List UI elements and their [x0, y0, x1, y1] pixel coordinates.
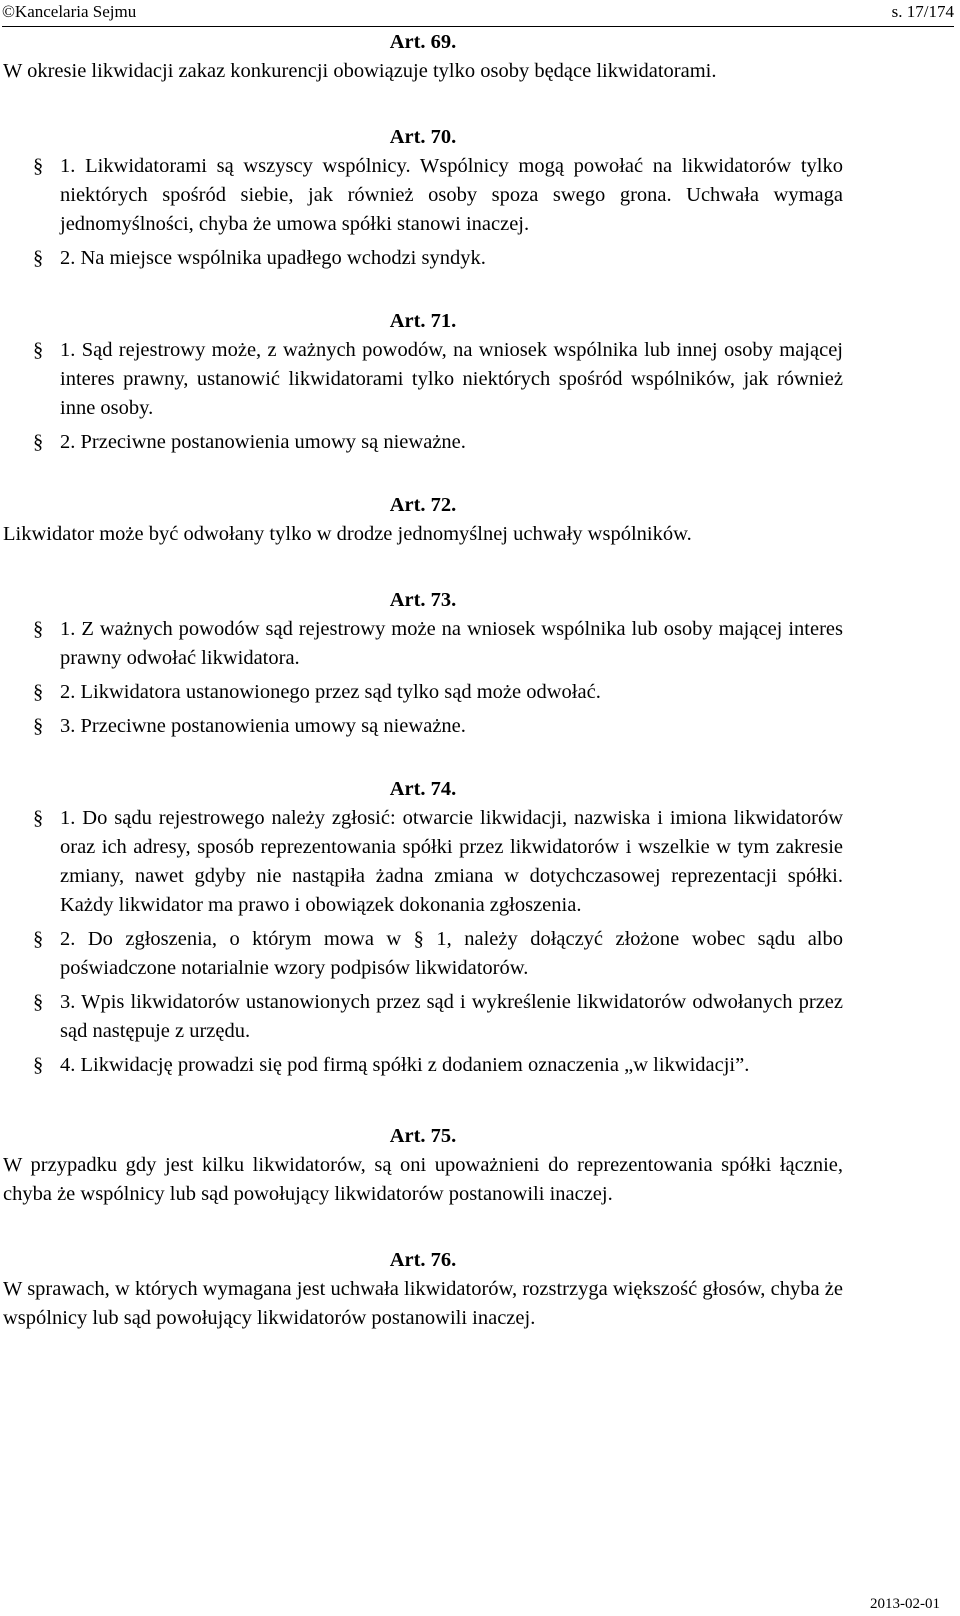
paragraph-text: 1. Z ważnych powodów sąd rejestrowy może na wniosek wspólnika lub osoby mającej interes prawny odwołać likwidatora. [60, 618, 843, 669]
paragraph [3, 712, 843, 741]
article-69 [3, 28, 843, 86]
article-text: Likwidator może być odwołany tylko w drodze jednomyślnej uchwały wspólników. [3, 523, 692, 545]
article-72 [3, 491, 843, 549]
paragraph-text: 4. Likwidację prowadzi się pod firmą spółki z dodaniem oznaczenia „w likwidacji”. [60, 1054, 750, 1076]
article-title: Art. 72. [389, 494, 457, 516]
section-symbol: § [33, 1054, 44, 1076]
paragraph-text: 1. Sąd rejestrowy może, z ważnych powodów, na wniosek wspólnika lub innej osoby mającej interes prawny, ustanowić likwidatorami tylko niektórych spośród wspólników, jak również inne osoby. [60, 339, 843, 419]
section-symbol: § [33, 715, 44, 737]
paragraph [3, 988, 843, 1046]
paragraph-text: 2. Przeciwne postanowienia umowy są nieważne. [60, 431, 466, 453]
copyright-label: ©Kancelaria Sejmu [2, 2, 137, 21]
section-symbol: § [33, 431, 44, 453]
paragraph [3, 925, 843, 983]
article-74 [3, 775, 843, 1080]
article-title: Art. 69. [389, 31, 457, 53]
paragraph [3, 804, 843, 920]
article-75 [3, 1122, 843, 1209]
page-number: s. 17/174 [891, 2, 954, 21]
paragraph [3, 1051, 843, 1080]
paragraph-text: 3. Przeciwne postanowienia umowy są nieważne. [60, 715, 466, 737]
article-title: Art. 74. [389, 778, 457, 800]
paragraph [3, 428, 843, 457]
article-text: W sprawach, w których wymagana jest uchwała likwidatorów, rozstrzyga większość głosów, chyba że wspólnicy lub sąd powołujący likwidatorów postanowili inaczej. [3, 1278, 843, 1329]
article-text: W przypadku gdy jest kilku likwidatorów, są oni upoważnieni do reprezentowania spółki łącznie, chyba że wspólnicy lub sąd powołujący likwidatorów postanowili inaczej. [3, 1154, 843, 1205]
document-body [3, 28, 843, 1333]
page-footer-date: 2013-02-01 [870, 1596, 940, 1612]
paragraph-text: 3. Wpis likwidatorów ustanowionych przez sąd i wykreślenie likwidatorów odwołanych przez sąd następuje z urzędu. [60, 991, 843, 1042]
paragraph [3, 244, 843, 273]
paragraph-text: 1. Likwidatorami są wszyscy wspólnicy. Wspólnicy mogą powołać na likwidatorów tylko niektórych spośród siebie, jak również osoby spoza swego grona. Uchwała wymaga jednomyślności, chyba że umowa spółki stanowi inaczej. [60, 155, 843, 235]
section-symbol: § [33, 681, 44, 703]
section-symbol: § [33, 155, 44, 177]
section-symbol: § [33, 928, 44, 950]
paragraph-text: 1. Do sądu rejestrowego należy zgłosić: otwarcie likwidacji, nazwiska i imiona likwidatorów oraz ich adresy, sposób reprezentowania spółki przez likwidatorów i wszelkie w tym zakresie zmiany, nawet gdyby nie nastąpiła żadna zmiana w dotychczasowej reprezentacji spółki. Każdy likwidator ma prawo i obowiązek dokonania zgłoszenia. [60, 807, 843, 916]
article-title: Art. 70. [389, 126, 457, 148]
article-70 [3, 123, 843, 273]
article-76 [3, 1246, 843, 1333]
article-title: Art. 75. [389, 1125, 457, 1147]
paragraph-text: 2. Do zgłoszenia, o którym mowa w § 1, należy dołączyć złożone wobec sądu albo poświadczone notarialnie wzory podpisów likwidatorów. [60, 928, 843, 979]
paragraph [3, 615, 843, 673]
paragraph [3, 336, 843, 423]
article-71 [3, 307, 843, 457]
article-73 [3, 586, 843, 741]
article-title: Art. 71. [389, 310, 457, 332]
paragraph [3, 152, 843, 239]
section-symbol: § [33, 991, 44, 1013]
section-symbol: § [33, 339, 44, 361]
paragraph-text: 2. Na miejsce wspólnika upadłego wchodzi syndyk. [60, 247, 486, 269]
section-symbol: § [33, 618, 44, 640]
paragraph-text: 2. Likwidatora ustanowionego przez sąd tylko sąd może odwołać. [60, 681, 601, 703]
article-title: Art. 73. [389, 589, 457, 611]
section-symbol: § [33, 807, 44, 829]
section-symbol: § [33, 247, 44, 269]
paragraph [3, 678, 843, 707]
page-header [2, 0, 954, 27]
article-text: W okresie likwidacji zakaz konkurencji obowiązuje tylko osoby będące likwidatorami. [3, 60, 717, 82]
article-title: Art. 76. [389, 1249, 457, 1271]
